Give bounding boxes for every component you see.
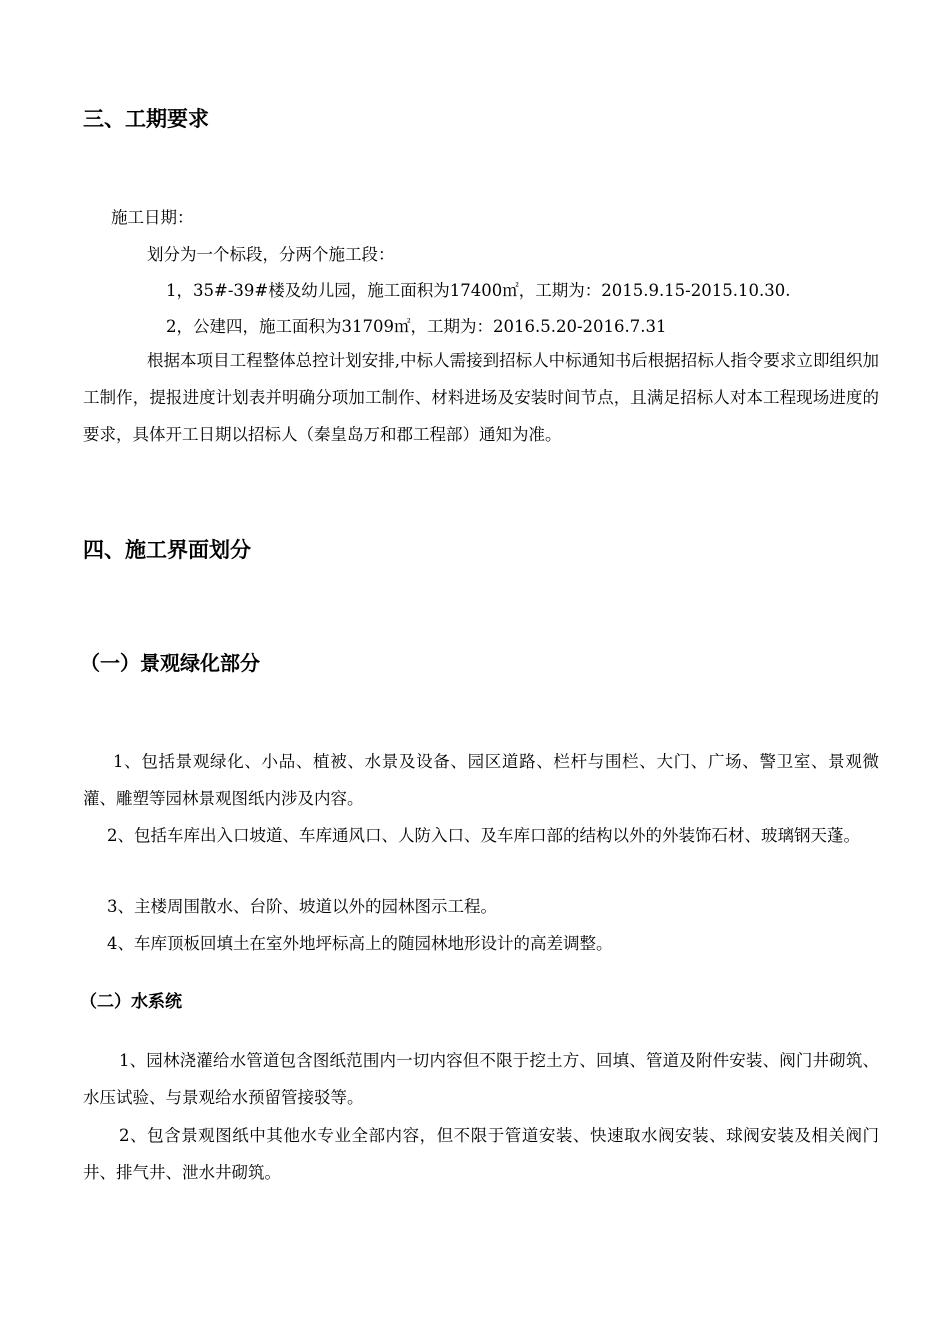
water-system-heading: （二）水系统 — [80, 992, 182, 1012]
section-4-heading: 四、施工界面划分 — [83, 538, 251, 562]
water-item-2: 2、包含景观图纸中其他水专业全部内容，但不限于管道安装、快速取水阀安装、球阀安装及相关阀门井、排气井、泄水井砌筑。 — [83, 1126, 879, 1182]
section-3-heading: 三、工期要求 — [83, 107, 209, 131]
division-text: 划分为一个标段，分两个施工段： — [147, 245, 395, 264]
schedule-paragraph: 根据本项目工程整体总控计划安排,中标人需接到招标人中标通知书后根据招标人指令要求立即组织加工制作，提报进度计划表并明确分项加工制作、材料进场及安装时间节点，且满足招标人对本工程现场进度的要求，具体开工日期以招标人（秦皇岛万和郡工程部）通知为准。 — [83, 351, 879, 444]
construction-date-label: 施工日期： — [111, 208, 194, 227]
schedule-item-2: 2，公建四，施工面积为31709㎡，工期为：2016.5.20-2016.7.31 — [166, 317, 667, 336]
landscape-item-4: 4、车库顶板回填土在室外地坪标高上的随园林地形设计的高差调整。 — [107, 934, 613, 953]
landscape-item-3: 3、主楼周围散水、台阶、坡道以外的园林图示工程。 — [107, 897, 497, 916]
landscape-item-2: 2、包括车库出入口坡道、车库通风口、人防入口、及车库口部的结构以外的外装饰石材、玻璃钢天蓬。 — [107, 826, 860, 845]
landscape-heading: （一）景观绿化部分 — [80, 651, 260, 675]
water-item-1: 1、园林浇灌给水管道包含图纸范围内一切内容但不限于挖土方、回填、管道及附件安装、阀门井砌筑、水压试验、与景观给水预留管接驳等。 — [83, 1051, 879, 1107]
schedule-item-1: 1，35#-39#楼及幼儿园，施工面积为17400㎡，工期为：2015.9.15-2015.10.30. — [166, 281, 791, 300]
landscape-item-1: 1、包括景观绿化、小品、植被、水景及设备、园区道路、栏杆与围栏、大门、广场、警卫室、景观微灌、雕塑等园林景观图纸内涉及内容。 — [83, 752, 879, 808]
